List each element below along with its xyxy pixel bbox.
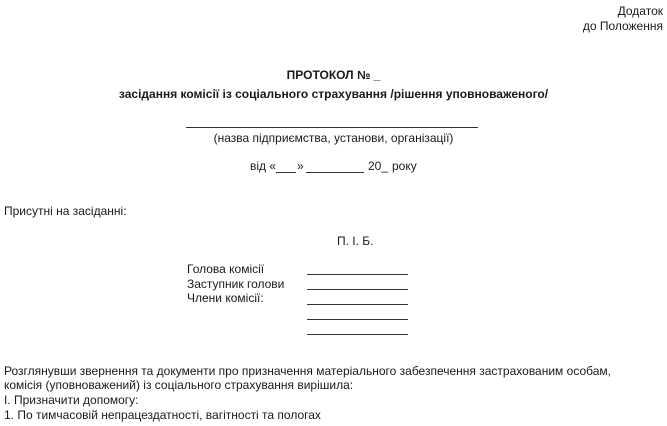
date-year-prefix: 20_: [368, 159, 389, 173]
date-prefix: від «: [250, 159, 277, 173]
date-year-suffix: року: [392, 159, 417, 173]
deputy-name-line: [307, 289, 408, 290]
member-name-line: [307, 334, 408, 335]
role-chairman: Голова комісії: [187, 262, 265, 276]
member-name-line: [307, 319, 408, 320]
decision-line-2: комісія (уповноважений) із соціального страхування вирішила:: [4, 378, 354, 392]
protocol-subtitle: засідання комісії із соціального страхування /рішення уповноваженого/: [118, 87, 549, 101]
date-month-line: [306, 172, 364, 173]
organization-caption: (назва підприємства, установи, організації): [213, 131, 454, 145]
decision-line-1: Розглянувши звернення та документи про призначення матеріального забезпечення застрахованим особам,: [4, 364, 611, 378]
decision-line-3: І. Призначити допомогу:: [4, 393, 139, 407]
organization-name-line: [186, 127, 478, 128]
decision-line-4: 1. По тимчасовій непрацездатності, вагітності та пологах: [4, 408, 321, 422]
appendix-label: Додаток: [617, 4, 663, 18]
appendix-reference: до Положення: [582, 19, 663, 33]
role-members: Члени комісії:: [187, 291, 264, 305]
attendance-label: Присутні на засіданні:: [4, 204, 127, 218]
chairman-name-line: [307, 274, 408, 275]
date-quote-close: »: [297, 159, 304, 173]
protocol-title: ПРОТОКОЛ № _: [286, 68, 381, 82]
member-name-line: [307, 304, 408, 305]
pib-header: П. І. Б.: [337, 234, 374, 248]
date-day-line: [276, 172, 296, 173]
role-deputy: Заступник голови: [187, 277, 285, 291]
